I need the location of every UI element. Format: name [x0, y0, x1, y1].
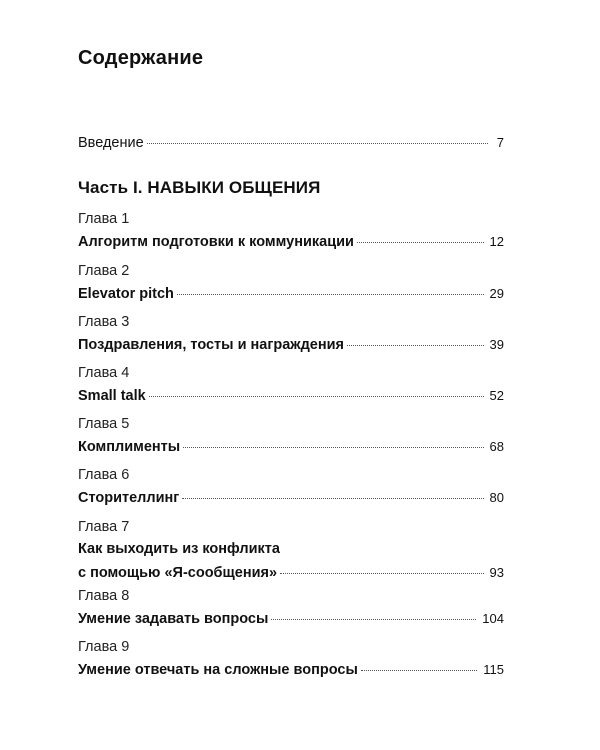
- chapter-label: Глава 8: [78, 588, 130, 604]
- dot-leader: [361, 670, 477, 671]
- chapter-entry[interactable]: [78, 564, 504, 582]
- chapter-title: Алгоритм подготовки к коммуникации: [78, 234, 354, 250]
- dot-leader: [280, 573, 484, 574]
- chapter-page-number: 80: [489, 490, 504, 505]
- chapter-page-number: 12: [489, 234, 504, 249]
- chapter-page-number: 93: [489, 565, 504, 580]
- chapter-page-number: 29: [489, 286, 504, 301]
- chapter-title: Умение отвечать на сложные вопросы: [78, 662, 358, 678]
- chapter-page-number: 104: [482, 611, 504, 626]
- chapter-entry[interactable]: [78, 285, 504, 303]
- chapter-title: Поздравления, тосты и награждения: [78, 337, 344, 353]
- intro-label: Введение: [78, 135, 144, 151]
- chapter-label: Глава 1: [78, 211, 130, 227]
- chapter-title: Сторителлинг: [78, 490, 180, 506]
- chapter-page-number: 115: [483, 662, 504, 677]
- chapter-page-number: 68: [489, 439, 504, 454]
- chapter-title-line-2: с помощью «Я-сообщения»: [78, 565, 278, 581]
- dot-leader: [357, 242, 484, 243]
- toc-entry-intro[interactable]: [78, 134, 504, 152]
- chapter-label: Глава 7: [78, 519, 130, 535]
- intro-page-number: 7: [496, 135, 504, 150]
- chapter-label: Глава 2: [78, 263, 130, 279]
- part-title: Часть I. НАВЫКИ ОБЩЕНИЯ: [78, 178, 321, 197]
- chapter-entry[interactable]: [78, 661, 504, 679]
- chapter-label: Глава 5: [78, 416, 130, 432]
- chapter-label: Глава 4: [78, 365, 130, 381]
- chapter-entry[interactable]: [78, 233, 504, 251]
- dot-leader: [347, 345, 484, 346]
- chapter-entry[interactable]: [78, 489, 504, 507]
- chapter-entry[interactable]: [78, 387, 504, 405]
- chapter-label: Глава 9: [78, 639, 130, 655]
- dot-leader: [177, 294, 484, 295]
- chapter-page-number: 39: [489, 337, 504, 352]
- dot-leader: [182, 498, 483, 499]
- chapter-title: Умение задавать вопросы: [78, 611, 269, 627]
- dot-leader: [271, 619, 476, 620]
- chapter-title: Small talk: [78, 388, 146, 404]
- chapter-page-number: 52: [489, 388, 504, 403]
- chapter-title-line-1[interactable]: Как выходить из конфликта: [78, 541, 280, 557]
- chapter-label: Глава 3: [78, 314, 130, 330]
- chapter-label: Глава 6: [78, 467, 130, 483]
- dot-leader: [149, 396, 484, 397]
- dot-leader: [147, 143, 488, 144]
- dot-leader: [183, 447, 483, 448]
- chapter-entry[interactable]: [78, 438, 504, 456]
- chapter-title: Elevator pitch: [78, 286, 174, 302]
- chapter-entry[interactable]: [78, 610, 504, 628]
- chapter-entry[interactable]: [78, 336, 504, 354]
- toc-title: Содержание: [78, 47, 204, 69]
- chapter-title: Комплименты: [78, 439, 181, 455]
